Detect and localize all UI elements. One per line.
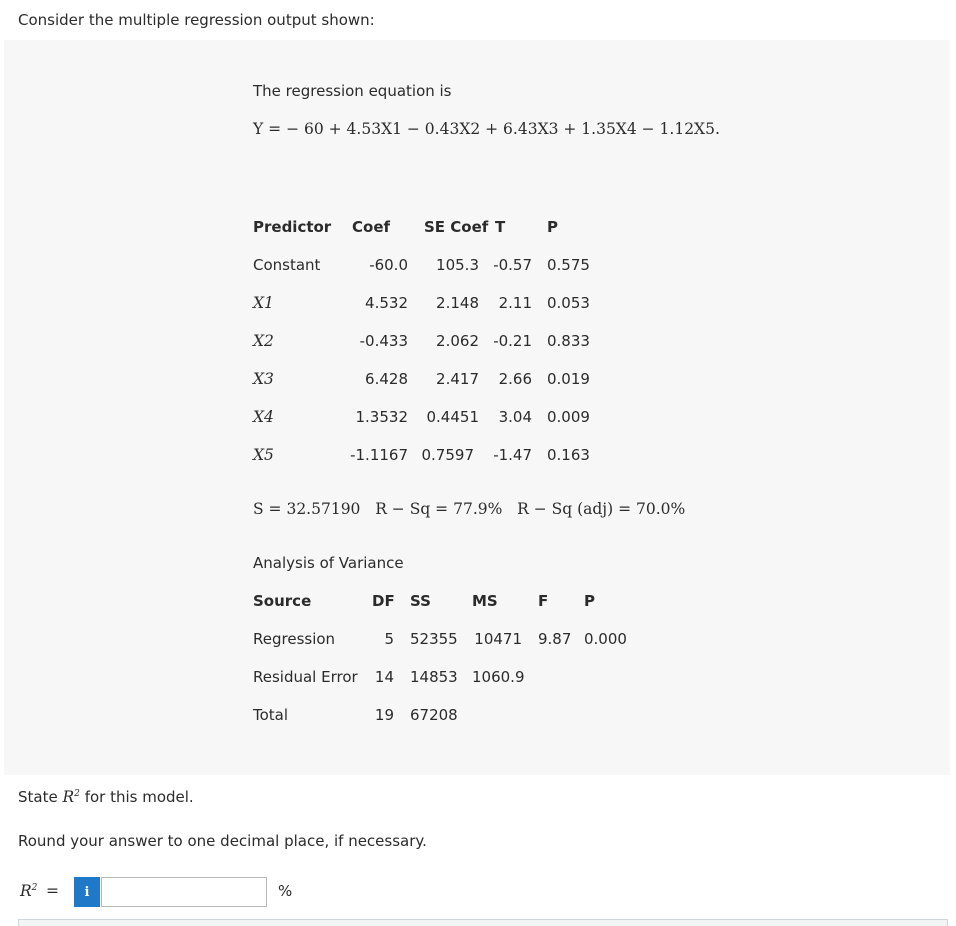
coef-row-se: 2.148 bbox=[436, 294, 479, 312]
coef-row-predictor: Constant bbox=[253, 256, 321, 274]
coef-row-coef: -1.1167 bbox=[350, 446, 408, 464]
coef-row-t: 3.04 bbox=[498, 408, 532, 426]
question-prompt-suffix: for this model. bbox=[84, 788, 194, 806]
anova-title: Analysis of Variance bbox=[253, 554, 404, 572]
anova-row-ss: 14853 bbox=[410, 668, 458, 686]
coef-row-coef: 1.3532 bbox=[355, 408, 408, 426]
anova-row-source: Residual Error bbox=[253, 668, 358, 686]
coef-row-t: 2.11 bbox=[498, 294, 532, 312]
coef-row-se: 2.417 bbox=[436, 370, 479, 388]
coef-row-t: 2.66 bbox=[498, 370, 532, 388]
anova-row-source: Regression bbox=[253, 630, 336, 648]
coef-row-predictor: X1 bbox=[253, 294, 274, 312]
coef-row-coef: -60.0 bbox=[369, 256, 408, 274]
anova-row-df: 19 bbox=[374, 706, 394, 724]
rounding-instruction: Round your answer to one decimal place, if necessary. bbox=[18, 832, 427, 850]
r-squared-symbol: $R^2$ bbox=[62, 788, 80, 806]
coef-header-t: T bbox=[495, 218, 506, 236]
coef-row-t: -0.21 bbox=[493, 332, 532, 350]
percent-unit: % bbox=[278, 882, 293, 900]
anova-row-p: 0.000 bbox=[584, 630, 627, 648]
anova-header-df: DF bbox=[372, 592, 395, 610]
anova-header-ss: SS bbox=[410, 592, 431, 610]
coef-row-p: 0.053 bbox=[547, 294, 590, 312]
question-prompt bbox=[18, 788, 194, 806]
anova-row-source: Total bbox=[253, 706, 289, 724]
answer-label: $R^2$ bbox=[20, 882, 38, 900]
anova-row-ss: 67208 bbox=[410, 706, 458, 724]
coef-row-predictor: X5 bbox=[253, 446, 274, 464]
coef-row-predictor: X2 bbox=[253, 332, 274, 350]
anova-row-ms: 10471 bbox=[474, 630, 522, 648]
coef-row-p: 0.575 bbox=[547, 256, 590, 274]
anova-row-df: 14 bbox=[374, 668, 394, 686]
question-prompt-prefix: State bbox=[18, 788, 58, 806]
coef-row-p: 0.009 bbox=[547, 408, 590, 426]
coef-header-se: SE Coef bbox=[424, 218, 489, 236]
r-squared-input[interactable] bbox=[101, 877, 267, 907]
coef-row-coef: 4.532 bbox=[365, 294, 408, 312]
coef-header-coef: Coef bbox=[352, 218, 391, 236]
coef-row-t: -1.47 bbox=[493, 446, 532, 464]
coef-row-predictor: X3 bbox=[253, 370, 274, 388]
info-icon[interactable]: i bbox=[74, 877, 100, 907]
coef-row-p: 0.163 bbox=[547, 446, 590, 464]
coef-row-p: 0.019 bbox=[547, 370, 590, 388]
fit-statistics: S = 32.57190 R − Sq = 77.9% R − Sq (adj) = 70.0% bbox=[253, 500, 686, 518]
coef-row-se: 105.3 bbox=[436, 256, 479, 274]
anova-header-ms: MS bbox=[472, 592, 498, 610]
anova-row-ss: 52355 bbox=[410, 630, 458, 648]
equation-label: The regression equation is bbox=[253, 82, 452, 100]
coef-row-t: -0.57 bbox=[493, 256, 532, 274]
anova-header-f: F bbox=[538, 592, 549, 610]
intro-text: Consider the multiple regression output shown: bbox=[18, 11, 375, 29]
coef-row-p: 0.833 bbox=[547, 332, 590, 350]
coef-row-se: 0.4451 bbox=[426, 408, 479, 426]
coef-header-p: P bbox=[547, 218, 558, 236]
regression-equation: Y = − 60 + 4.53X1 − 0.43X2 + 6.43X3 + 1.35X4 − 1.12X5. bbox=[253, 120, 720, 138]
coef-row-predictor: X4 bbox=[253, 408, 274, 426]
coef-row-se: 2.062 bbox=[436, 332, 479, 350]
coef-header-predictor: Predictor bbox=[253, 218, 332, 236]
answer-equals: = bbox=[46, 882, 59, 900]
anova-row-ms: 1060.9 bbox=[472, 668, 525, 686]
anova-header-p: P bbox=[584, 592, 595, 610]
coef-row-se: 0.7597 bbox=[421, 446, 474, 464]
coef-row-coef: -0.433 bbox=[359, 332, 408, 350]
anova-header-source: Source bbox=[253, 592, 312, 610]
coef-row-coef: 6.428 bbox=[365, 370, 408, 388]
anova-row-f: 9.87 bbox=[538, 630, 572, 648]
anova-row-df: 5 bbox=[384, 630, 394, 648]
next-section-edge bbox=[18, 919, 948, 926]
